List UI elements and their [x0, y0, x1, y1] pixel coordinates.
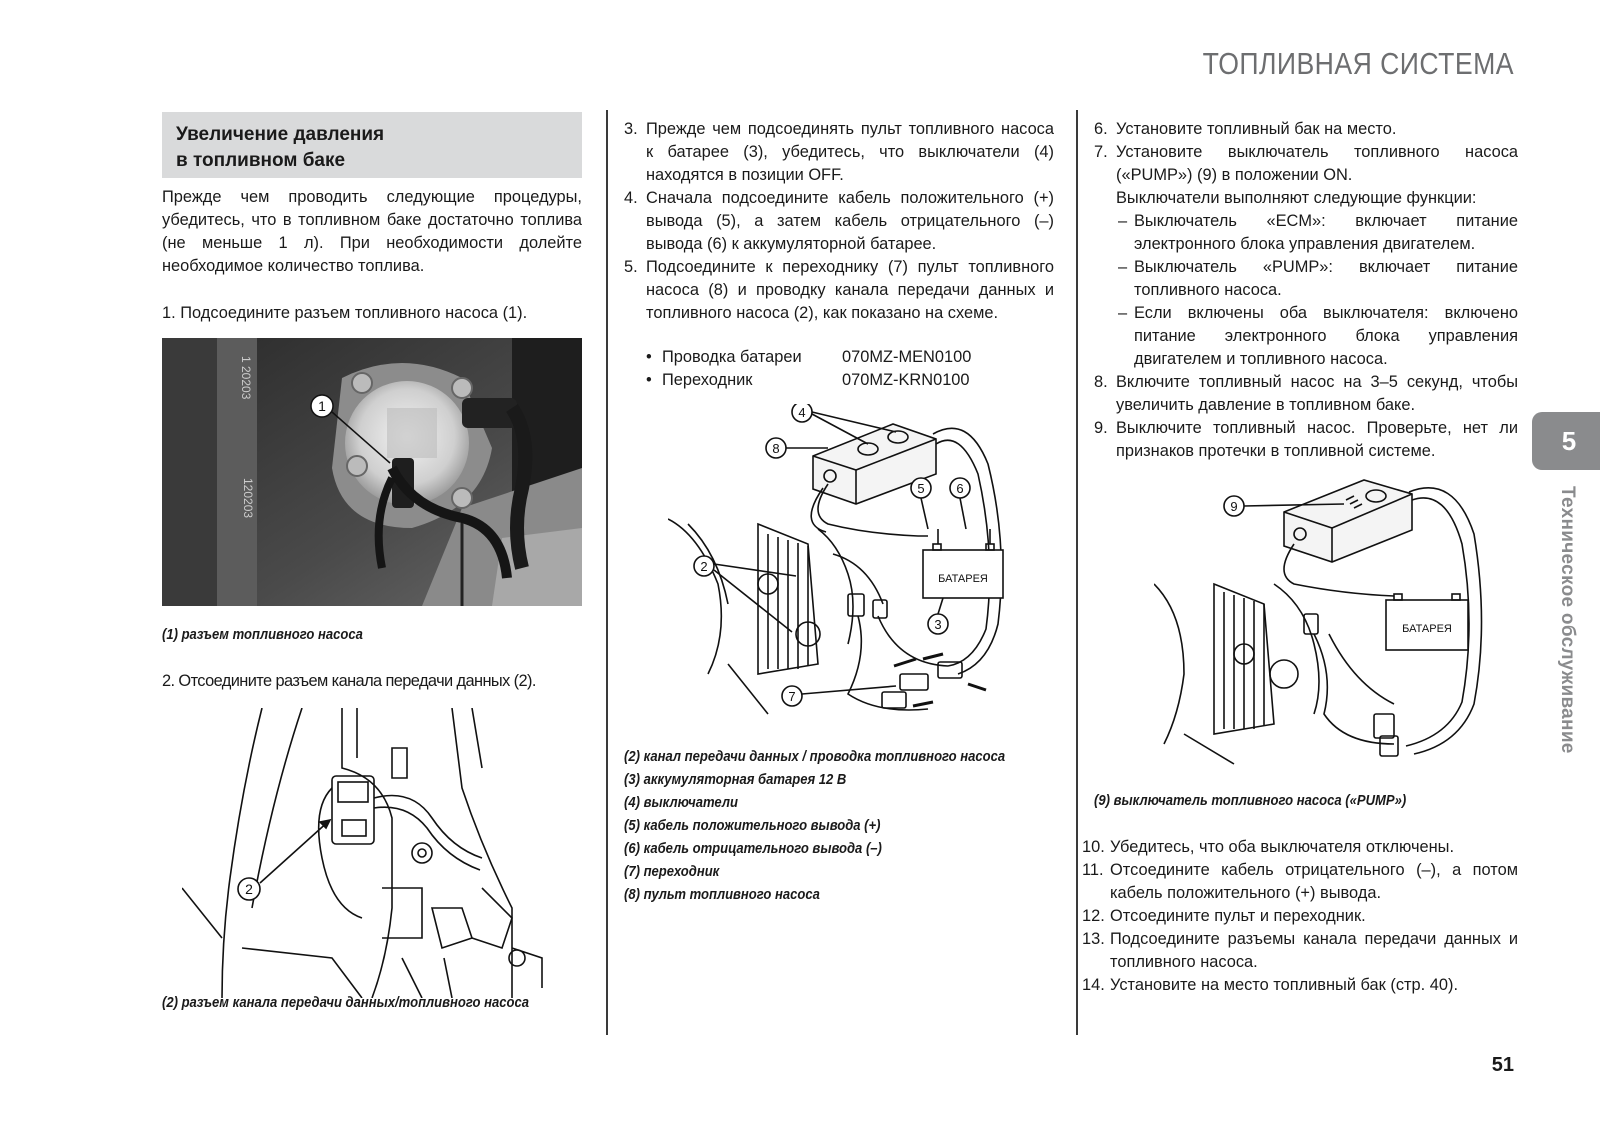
- step-10: 10. Убедитесь, что оба выключателя отключены.: [1082, 838, 1455, 856]
- step-6: 6. Установите топливный бак на место.: [1094, 120, 1397, 138]
- steps-6-9: [1094, 118, 1518, 463]
- function-ecm: – Выключатель «ECM»: включает питание электронного блока управления двигателем.: [1118, 212, 1518, 253]
- step-8: 8. Включите топливный насос на 3–5 секунд, чтобы увеличить давление в топливном баке.: [1094, 373, 1518, 414]
- page-header-title: ТОПЛИВНАЯ СИСТЕМА: [1202, 46, 1514, 81]
- steps-3-5: [624, 118, 1054, 325]
- section-title-line1: Увеличение давления: [176, 124, 385, 145]
- tool-battery-wiring: • Проводка батареи 070MZ-MEN0100: [646, 348, 972, 366]
- caption-3: (3) аккумуляторная батарея 12 В: [624, 772, 847, 788]
- caption-5: (5) кабель положительного вывода (+): [624, 818, 881, 834]
- pump-controller-diagram: [668, 404, 1038, 734]
- step-4: 4. Сначала подсоедините кабель положительного (+) вывода (5), а затем кабель отрицательного (–) вывода (6) к аккумуляторной батарее.: [624, 189, 1054, 253]
- functions-intro: Выключатели выполняют следующие функции:: [1116, 189, 1477, 207]
- fuel-pump-photo-drawing: [162, 338, 582, 606]
- section-title: [162, 112, 582, 178]
- intro-paragraph: Прежде чем проводить следующие процедуры, убедитесь, что в топливном баке достаточно топлива (не меньше 1 л). При необходимости долейте необходимое количество топлива.: [162, 188, 582, 275]
- fuel-pump-photo: [162, 338, 582, 606]
- step-12: 12. Отсоедините пульт и переходник.: [1082, 907, 1366, 925]
- column-divider-right: [1076, 110, 1078, 1035]
- tools-list: [624, 346, 1054, 392]
- chapter-title-vertical: [1558, 486, 1578, 806]
- data-connector-illustration: [182, 708, 572, 998]
- chapter-title: Техническое обслуживание: [1557, 486, 1578, 754]
- caption-8: (8) пульт топливного насоса: [624, 887, 820, 903]
- photo-code-top: 1 20203: [239, 356, 253, 400]
- photo-callout-1: 1: [318, 398, 326, 414]
- caption-4: (4) выключатели: [624, 795, 738, 811]
- step-11: 11. Отсоедините кабель отрицательного (–), а потом кабель положительного (+) вывода.: [1082, 861, 1518, 902]
- step-5: 5. Подсоедините к переходнику (7) пульт топливного насоса (8) и проводку канала передачи данных и топливного насоса (2), как показано на схеме.: [624, 258, 1054, 322]
- pump-switch-diagram: [1154, 474, 1514, 774]
- callout-2: 2: [700, 559, 708, 574]
- callout-3: 3: [934, 617, 942, 632]
- caption-fuel-pump-connector: (1) разъем топливного насоса: [162, 627, 363, 643]
- illus-callout-2: 2: [245, 881, 253, 897]
- diagram-captions: [624, 746, 1048, 907]
- callout-4: 4: [798, 405, 806, 420]
- caption-9: (9) выключатель топливного насоса («PUMP»): [1094, 793, 1407, 809]
- page-number: 51: [1491, 1054, 1514, 1076]
- step-9: 9. Выключите топливный насос. Проверьте, нет ли признаков протечки в топливной системе.: [1094, 419, 1518, 460]
- column-divider-left: [606, 110, 608, 1035]
- callout-9: 9: [1230, 499, 1238, 514]
- functions-list: [1094, 210, 1518, 371]
- tool-adapter: • Переходник 070MZ-KRN0100: [646, 371, 970, 389]
- step-3: 3. Прежде чем подсоединять пульт топливного насоса к батарее (3), убедитесь, что выключатели (4) находятся в позиции OFF.: [624, 120, 1054, 184]
- steps-10-14: [1082, 836, 1518, 997]
- chapter-tab: 5: [1532, 412, 1600, 470]
- callout-8: 8: [772, 441, 780, 456]
- step-1: 1. Подсоедините разъем топливного насоса (1).: [162, 304, 528, 322]
- function-pump: – Выключатель «PUMP»: включает питание топливного насоса.: [1118, 258, 1518, 299]
- caption-2: (2) канал передачи данных / проводка топливного насоса: [624, 749, 1006, 765]
- callout-5: 5: [917, 481, 925, 496]
- section-title-line2: в топливном баке: [176, 150, 346, 171]
- step-14: 14. Установите на место топливный бак (стр. 40).: [1082, 976, 1459, 994]
- battery-label-2: БАТАРЕЯ: [1402, 623, 1452, 635]
- photo-code-bottom: 120203: [241, 478, 255, 519]
- caption-data-connector: (2) разъем канала передачи данных/топливного насоса: [162, 995, 530, 1011]
- caption-7: (7) переходник: [624, 864, 720, 880]
- function-both: – Если включены оба выключателя: включено питание электронного блока управления двигателем и топливного насоса.: [1118, 304, 1518, 368]
- caption-6: (6) кабель отрицательного вывода (–): [624, 841, 882, 857]
- callout-7: 7: [788, 689, 796, 704]
- step-2: 2. Отсоедините разъем канала передачи данных (2).: [162, 672, 536, 690]
- step-13: 13. Подсоедините разъемы канала передачи данных и топливного насоса.: [1082, 930, 1518, 971]
- step-7: 7. Установите выключатель топливного насоса («PUMP») (9) в положении ON.: [1094, 143, 1518, 184]
- battery-label: БАТАРЕЯ: [938, 573, 988, 585]
- callout-6: 6: [956, 481, 964, 496]
